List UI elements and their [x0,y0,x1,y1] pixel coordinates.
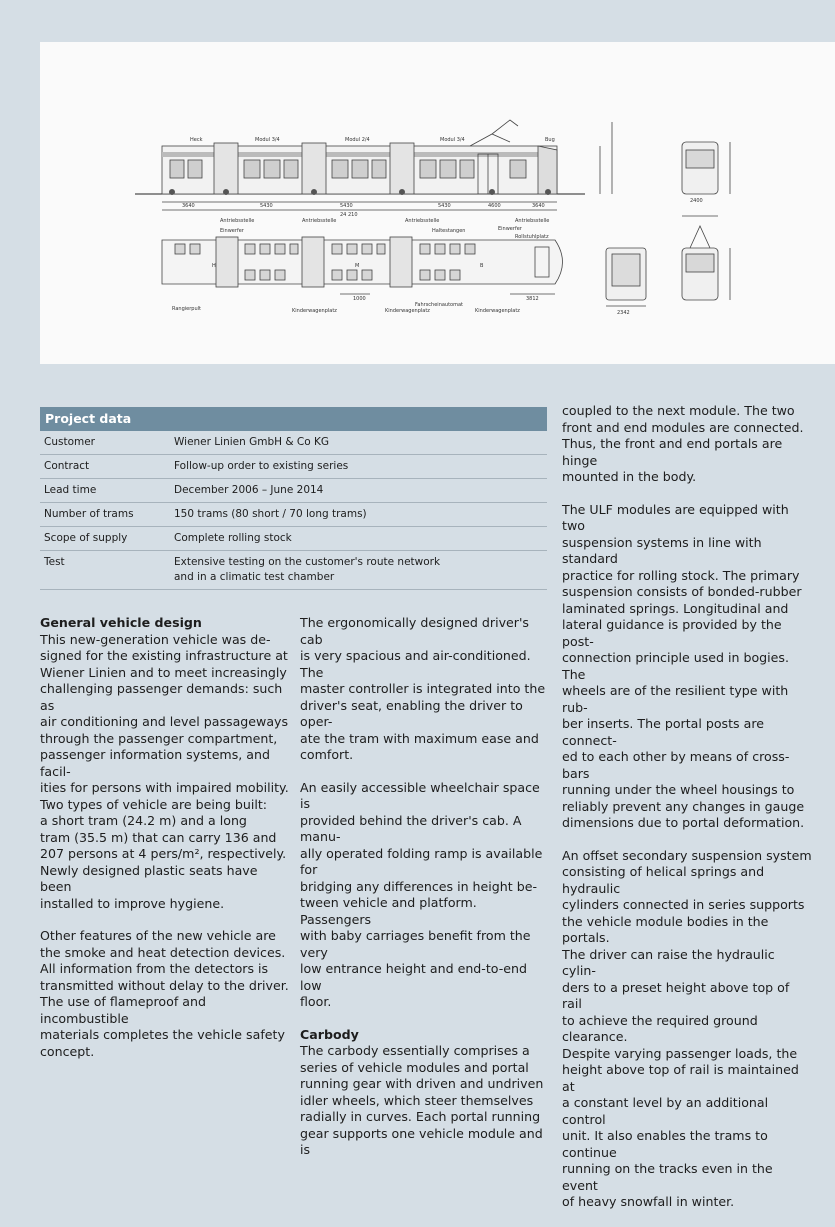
dim-5430-a: 5430 [260,203,273,209]
label-kinderwagenplatz-1: Kinderwagenplatz [292,308,337,314]
tram-side-view [135,120,612,210]
row-key: Customer [40,431,170,455]
text-column-3 [562,403,812,1227]
dim-1000: 1000 [353,296,366,302]
table-row [40,551,547,590]
label-haltestangen: Haltestangen [432,228,466,234]
tram-technical-drawing [40,42,835,364]
tram-end-views [606,142,730,306]
dim-5430-c: 5430 [438,203,451,209]
row-value: December 2006 – June 2014 [170,479,547,503]
table-row [40,503,547,527]
row-value: Extensive testing on the customer's route network and in a climatic test chamber [170,551,547,590]
project-data-panel [40,407,547,590]
paragraph: The ULF modules are equipped with two suspension systems in line with standard practice for rolling stock. The primary suspension consists of bonded-rubber laminated springs. Longitudinal and lateral guidance is provided by the post- connection principle used in bogies. The wheels are of the resilient type with rub- ber inserts. The portal posts are connect- ed to each other by means of cross-bars running under the wheel housings to reliably prevent any changes in gauge dimensions due to portal deformation. [562,501,805,830]
dim-3640-b: 3640 [532,203,545,209]
row-key: Scope of supply [40,527,170,551]
label-rangierpult: Rangierpult [172,306,201,312]
section-heading-general-vehicle-design: General vehicle design [40,615,202,630]
dim-2400: 2400 [690,198,703,204]
paragraph: The ergonomically designed driver's cab is very spacious and air-conditioned. The master controller is integrated into the driver's seat, enabling the driver to oper- ate the tram with maximum ease and comfort. [300,615,546,762]
label-fahrscheinautomat: Fahrscheinautomat [415,302,464,308]
row-key: Test [40,551,170,590]
label-antriebsstelle-3: Antriebsstelle [405,218,440,224]
row-value: 150 trams (80 short / 70 long trams) [170,503,547,527]
label-antriebsstelle-4: Antriebsstelle [515,218,550,224]
paragraph: The carbody essentially comprises a series of vehicle modules and portal running gear with driven and undriven idler wheels, which steer themselves radially in curves. Each portal running gear supports one vehicle module and is [300,1043,544,1157]
row-value: Complete rolling stock [170,527,547,551]
table-row [40,455,547,479]
text-column-1 [40,615,290,1076]
dim-2342: 2342 [617,310,630,316]
paragraph: coupled to the next module. The two front and end modules are connected. Thus, the front and end portals are hinge mounted in the body. [562,403,804,484]
label-modul-3-4-a: Modul 3/4 [255,137,280,143]
dim-4600: 4600 [488,203,501,209]
paragraph: This new-generation vehicle was de- signed for the existing infrastructure at Wiener Linien and to meet increasingly challenging passenger demands: such as air conditioning and level passageways through the passenger compartment, passenger information systems, and facil- ities for persons with impaired mobility. Two types of vehicle are being built: a short tram (24.2 m) and a long tram (35.5 m) that can carry 136 and 207 persons at 4 pers/m², respectively. Newly designed plastic seats have been installed to improve hygiene. [40,631,289,911]
paragraph: An easily accessible wheelchair space is provided behind the driver's cab. A manu- ally operated folding ramp is available for bridging any differences in height be- tween vehicle and platform. Passengers with baby carriages benefit from the very low entrance height and end-to-end low floor. [300,779,543,1009]
label-modul-2-4: Modul 2/4 [345,137,370,143]
table-row [40,527,547,551]
dim-3812: 3812 [526,296,539,302]
label-bug: Bug [545,137,555,143]
table-row [40,431,547,455]
label-heck: Heck [190,137,203,143]
label-rollstuhlplatz: Rollstuhlplatz [515,234,549,240]
label-antriebsstelle-2: Antriebsstelle [302,218,337,224]
paragraph: Other features of the new vehicle are the smoke and heat detection devices. All information from the detectors is transmitted without delay to the driver. The use of flameproof and incombustible materials completes the vehicle safety concept. [40,928,289,1059]
tram-plan-view [162,237,563,294]
label-modul-3-4-b: Modul 3/4 [440,137,465,143]
project-data-title: Project data [40,407,547,431]
row-key: Contract [40,455,170,479]
row-key: Number of trams [40,503,170,527]
row-key: Lead time [40,479,170,503]
paragraph: An offset secondary suspension system consisting of helical springs and hydraulic cylinders connected in series supports the vehicle module bodies in the portals. The driver can raise the hydraulic cylin- ders to a preset height above top of rail to achieve the required ground clearance. Despite varying passenger loads, the height above top of rail is maintained at a constant level by an additional control unit. It also enables the trams to continue running on the tracks even in the event of heavy snowfall in winter. [562,847,812,1209]
text-column-2 [300,615,550,1175]
project-data-table [40,431,547,590]
label-m: M [355,263,360,269]
label-b: B [480,263,484,269]
dim-5430-b: 5430 [340,203,353,209]
label-kinderwagenplatz-3: Kinderwagenplatz [475,308,520,314]
label-einwerfer-2: Einwerfer [498,226,522,232]
label-einwerfer-1: Einwerfer [220,228,244,234]
row-value: Wiener Linien GmbH & Co KG [170,431,547,455]
dim-3640-a: 3640 [182,203,195,209]
dim-24210: 24 210 [340,212,358,218]
label-kinderwagenplatz-2: Kinderwagenplatz [385,308,430,314]
label-antriebsstelle-1: Antriebsstelle [220,218,255,224]
table-row [40,479,547,503]
section-heading-carbody: Carbody [300,1026,359,1042]
row-value: Follow-up order to existing series [170,455,547,479]
label-h: H [212,263,216,269]
